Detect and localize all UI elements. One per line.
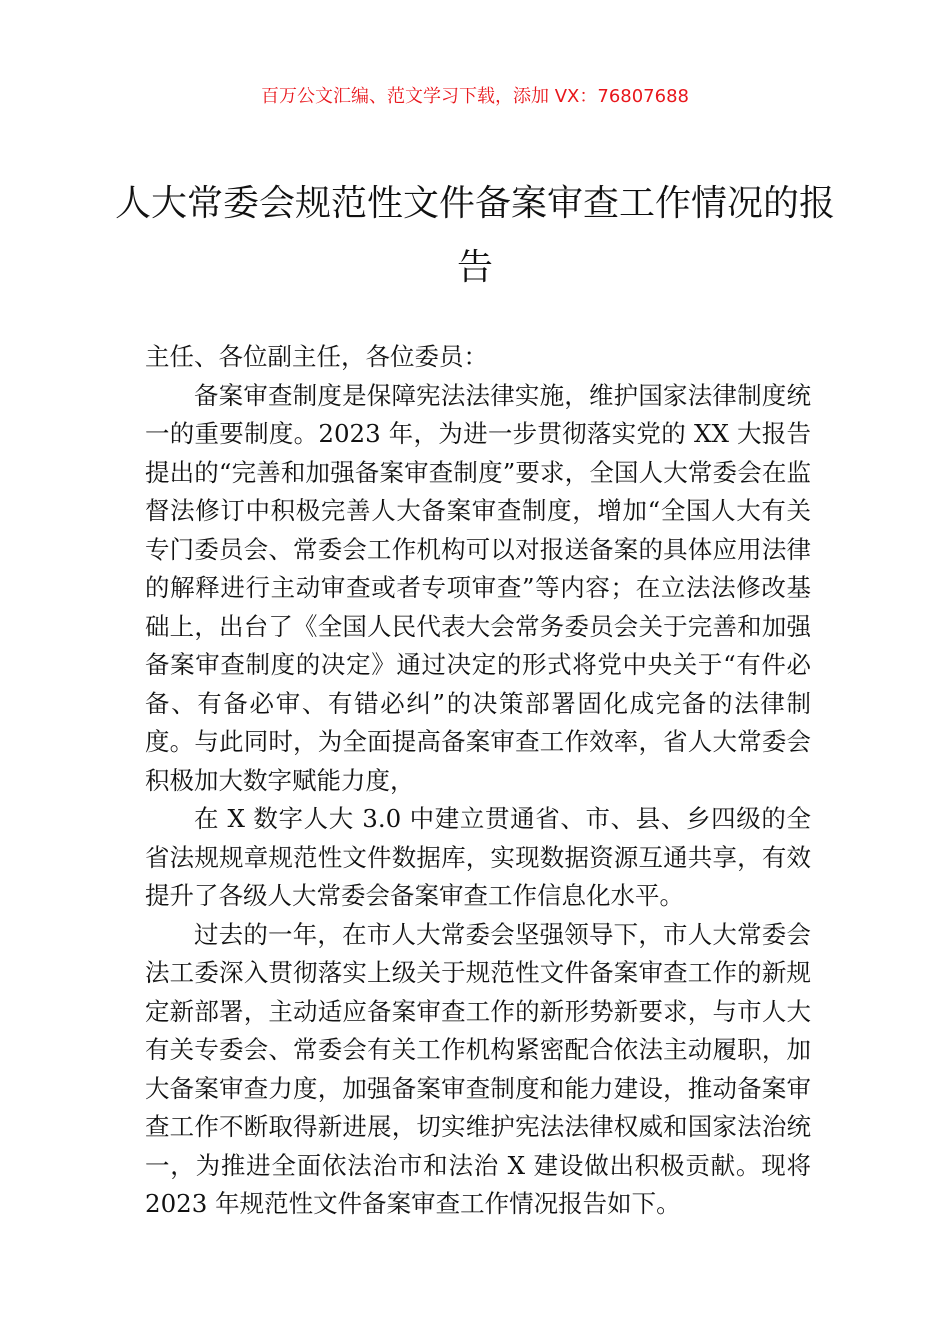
- watermark-text: 百万公文汇编、范文学习下载，添加 VX：76807688: [261, 86, 689, 107]
- body-paragraph: 备案审查制度是保障宪法法律实施，维护国家法律制度统一的重要制度。2023 年，为进一步贯彻落实党的 XX 大报告提出的“完善和加强备案审查制度”要求，全国人大常委会在监督法修订中积极完善人大备案审查制度，增加“全国人大有关专门委员会、常委会工作机构可以对报送备案的具体应用法律的解释进行主动审查或者专项审查”等内容；在立法法修改基础上，出台了《全国人民代表大会常务委员会关于完善和加强备案审查制度的决定》通过决定的形式将党中央关于“有件必备、有备必审、有错必纠”的决策部署固化成完备的法律制度。与此同时，为全面提高备案审查工作效率，省人大常委会积极加大数字赋能力度，: [145, 380, 811, 795]
- salutation: 主任、各位副主任，各位委员：: [145, 342, 488, 371]
- body-paragraph: 过去的一年，在市人大常委会坚强领导下，市人大常委会法工委深入贯彻落实上级关于规范性文件备案审查工作的新规定新部署，主动适应备案审查工作的新形势新要求，与市人大有关专委会、常委会有关工作机构紧密配合依法主动履职，加大备案审查力度，加强备案审查制度和能力建设，推动备案审查工作不断取得新进展，切实维护宪法法律权威和国家法治统一，为推进全面依法治市和法治 X 建设做出积极贡献。现将 2023 年规范性文件备案审查工作情况报告如下。: [145, 919, 811, 1218]
- document-body: [145, 338, 811, 1224]
- document-title: 人大常委会规范性文件备案审查工作情况的报告: [114, 183, 835, 288]
- body-paragraph: 在 X 数字人大 3.0 中建立贯通省、市、县、乡四级的全省法规规章规范性文件数据库，实现数据资源互通共享，有效提升了各级人大常委会备案审查工作信息化水平。: [145, 804, 811, 910]
